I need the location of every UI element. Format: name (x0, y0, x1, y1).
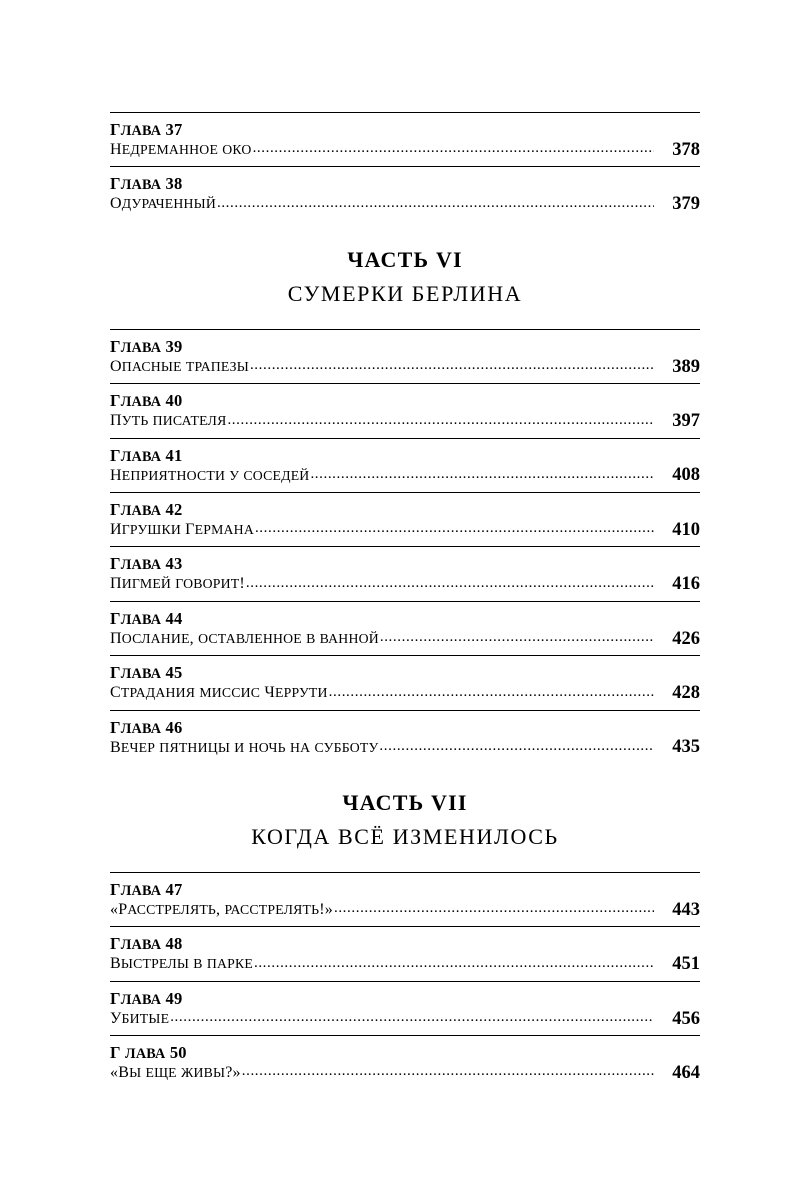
part-title: КОГДА ВСЁ ИЗМЕНИЛОСЬ (251, 823, 559, 849)
chapter-title: «РАССТРЕЛЯТЬ, РАССТРЕЛЯТЬ!» (110, 900, 333, 918)
page-number: 397 (672, 411, 700, 432)
chapter-number: ГЛАВА 45 (110, 663, 183, 683)
toc-entry[interactable] (110, 710, 700, 764)
leader-dots (254, 959, 654, 973)
chapter-number: ГЛАВА 43 (110, 554, 183, 574)
chapter-number: ГЛАВА 47 (110, 879, 183, 899)
page-number: 426 (672, 628, 700, 649)
toc-entry-row (110, 738, 700, 764)
toc-entry[interactable] (110, 492, 700, 546)
leader-dots (380, 633, 654, 647)
toc-entry[interactable] (110, 655, 700, 709)
toc-entry[interactable] (110, 926, 700, 980)
chapter-title: ПИГМЕЙ ГОВОРИТ! (110, 575, 245, 593)
toc-entry[interactable] (110, 601, 700, 655)
toc-entry-row (110, 141, 700, 167)
chapter-title: ИГРУШКИ ГЕРМАНА (110, 520, 254, 538)
leader-dots (334, 904, 654, 918)
toc-entry-row (110, 955, 700, 981)
page-number: 378 (672, 139, 700, 160)
leader-dots (242, 1067, 654, 1081)
page-number: 408 (672, 465, 700, 486)
part-title: СУМЕРКИ БЕРЛИНА (287, 280, 523, 306)
toc-entry[interactable] (110, 438, 700, 492)
chapter-number: ГЛАВА 42 (110, 499, 183, 519)
toc-entry[interactable] (110, 1035, 700, 1089)
part-heading (110, 790, 700, 850)
toc-entry-row (110, 1010, 700, 1036)
toc-entry[interactable] (110, 981, 700, 1035)
toc-entry-row (110, 1064, 700, 1090)
toc-entry-row (110, 684, 700, 710)
leader-dots (253, 144, 654, 158)
leader-dots (310, 470, 654, 484)
toc-entry[interactable] (110, 872, 700, 926)
chapter-number: ГЛАВА 48 (110, 934, 183, 954)
chapter-title: «ВЫ ЕЩЕ ЖИВЫ?» (110, 1064, 241, 1082)
page-number: 451 (672, 954, 700, 975)
toc-entry[interactable] (110, 112, 700, 166)
page-number: 416 (672, 574, 700, 595)
chapter-title: СТРАДАНИЯ МИССИС ЧЕРРУТИ (110, 684, 328, 702)
chapter-title: ПУТЬ ПИСАТЕЛЯ (110, 412, 227, 430)
chapter-title: НЕДРЕМАННОЕ ОКО (110, 141, 252, 158)
chapter-title: ОПАСНЫЕ ТРАПЕЗЫ (110, 357, 249, 375)
toc-entry-row (110, 521, 700, 547)
page-number: 428 (672, 683, 700, 704)
leader-dots (246, 579, 654, 593)
leader-dots (227, 416, 654, 430)
toc-entry-row (110, 412, 700, 438)
chapter-title: ВЕЧЕР ПЯТНИЦЫ И НОЧЬ НА СУББОТУ (110, 738, 379, 756)
chapter-number: ГЛАВА 38 (110, 174, 183, 194)
chapter-title: ПОСЛАНИЕ, ОСТАВЛЕННОЕ В ВАННОЙ (110, 629, 379, 647)
page-number: 410 (672, 519, 700, 540)
leader-dots (255, 524, 654, 538)
toc-entry[interactable] (110, 166, 700, 220)
chapter-number: ГЛАВА 44 (110, 608, 183, 628)
toc-entry-row (110, 195, 700, 221)
page-number: 379 (672, 194, 700, 215)
toc-entry[interactable] (110, 546, 700, 600)
toc-entry[interactable] (110, 383, 700, 437)
leader-dots (217, 199, 654, 213)
page-number: 456 (672, 1008, 700, 1029)
chapter-number: ГЛАВА 46 (110, 717, 183, 737)
chapter-title: УБИТЫЕ (110, 1009, 170, 1027)
leader-dots (379, 742, 654, 756)
toc-entry-row (110, 575, 700, 601)
leader-dots (250, 361, 654, 375)
chapter-title: ВЫСТРЕЛЫ В ПАРКЕ (110, 955, 253, 973)
chapter-number: ГЛАВА 39 (110, 336, 183, 356)
part-label: ЧАСТЬ VII (342, 789, 468, 815)
leader-dots (170, 1013, 654, 1027)
chapter-number: ГЛАВА 40 (110, 391, 183, 411)
page-number: 443 (672, 899, 700, 920)
part-label: ЧАСТЬ VI (347, 246, 463, 272)
table-of-contents (110, 112, 700, 1089)
toc-entry[interactable] (110, 329, 700, 383)
chapter-title: НЕПРИЯТНОСТИ У СОСЕДЕЙ (110, 466, 310, 484)
chapter-number: ГЛАВА 49 (110, 988, 183, 1008)
toc-entry-row (110, 630, 700, 656)
part-heading (110, 247, 700, 307)
page-number: 389 (672, 356, 700, 377)
page-number: 435 (672, 737, 700, 758)
leader-dots (329, 688, 654, 702)
toc-entry-row (110, 901, 700, 927)
page-number: 464 (672, 1062, 700, 1083)
chapter-number: Г ЛАВА 50 (110, 1043, 187, 1063)
chapter-number: ГЛАВА 37 (110, 120, 183, 139)
toc-entry-row (110, 358, 700, 384)
toc-entry-row (110, 466, 700, 492)
chapter-number: ГЛАВА 41 (110, 445, 183, 465)
chapter-title: ОДУРАЧЕННЫЙ (110, 195, 216, 213)
